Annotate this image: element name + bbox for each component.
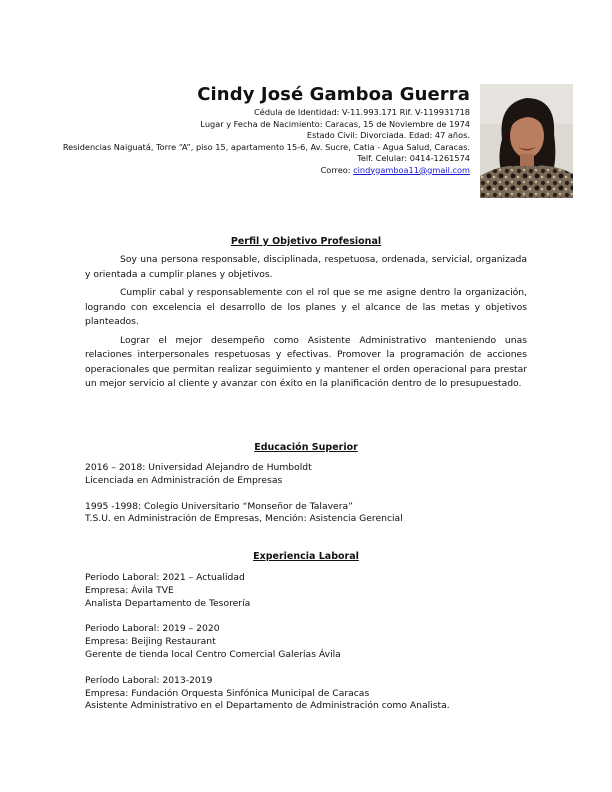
education-degree: T.S.U. en Administración de Empresas, Mención: Asistencia Gerencial xyxy=(85,513,403,525)
education-institution: 2016 – 2018: Universidad Alejandro de Humboldt xyxy=(85,462,312,473)
education-section-title: Educación Superior xyxy=(254,442,358,453)
phone-line: Telf. Celular: 0414-1261574 xyxy=(357,153,470,163)
experience-company: Empresa: Beijing Restaurant xyxy=(85,636,216,648)
profile-text xyxy=(85,253,527,396)
experience-list xyxy=(85,572,545,726)
experience-role: Asistente Administrativo en el Departamento de Administración como Analista. xyxy=(85,700,450,712)
experience-period: Periodo Laboral: 2019 – 2020 xyxy=(85,623,220,635)
education-list xyxy=(85,462,545,539)
id-line: Cédula de Identidad: V-11.993.171 Rif. V-119931718 xyxy=(254,107,470,117)
experience-role: Gerente de tienda local Centro Comercial Galerías Ávila xyxy=(85,648,341,660)
education-entry xyxy=(85,501,545,527)
education-entry xyxy=(85,462,545,488)
birth-line: Lugar y Fecha de Nacimiento: Caracas, 15 de Noviembre de 1974 xyxy=(200,118,470,129)
email-line xyxy=(40,165,470,177)
experience-company: Empresa: Ávila TVE xyxy=(85,584,174,596)
experience-period: Periodo Laboral: 2021 – Actualidad xyxy=(85,572,245,583)
profile-paragraph: Soy una persona responsable, disciplinada, respetuosa, ordenada, servicial, organizada y orientada a cumplir planes y objetivos. xyxy=(85,254,527,280)
civil-status-line: Estado Civil: Divorciada. Edad: 47 años. xyxy=(306,130,470,140)
education-degree: Licenciada en Administración de Empresas xyxy=(85,474,283,486)
profile-paragraph: Cumplir cabal y responsablemente con el rol que se me asigne dentro la organización, logrando con excelencia el desarrollo de los planes y el alcance de las metas y objetivos planteados. xyxy=(85,287,527,327)
address-line: Residencias Naiguatá, Torre “A”, piso 15, apartamento 15-6, Av. Sucre, Catia - Agua Salud, Caracas. xyxy=(62,141,470,152)
profile-photo xyxy=(480,84,573,198)
experience-role: Analista Departamento de Tesorería xyxy=(85,597,251,609)
email-link[interactable]: cindygamboa11@gmail.com xyxy=(353,164,470,175)
profile-paragraph: Lograr el mejor desempeño como Asistente Administrativo manteniendo unas relaciones interpersonales respetuosas y efectivas. Promover la programación de acciones operacionales que permitan realizar seguimiento y mantener el orden operacional para prestar un mejor servicio al cliente y avanzar con éxito en la planificación dentro de lo presupuestado. xyxy=(85,334,527,389)
experience-entry xyxy=(85,623,545,661)
experience-entry xyxy=(85,572,545,610)
education-institution: 1995 -1998: Colegio Universitario “Monseñor de Talavera” xyxy=(85,500,353,512)
experience-entry xyxy=(85,675,545,713)
experience-company: Empresa: Fundación Orquesta Sinfónica Municipal de Caracas xyxy=(85,687,370,699)
header-contact-block xyxy=(40,84,470,176)
experience-period: Período Laboral: 2013-2019 xyxy=(85,674,213,686)
profile-section-title: Perfil y Objetivo Profesional xyxy=(230,236,382,247)
profile-photo-svg xyxy=(480,84,573,198)
email-label: Correo: xyxy=(320,164,354,175)
candidate-name: Cindy José Gamboa Guerra xyxy=(197,84,470,105)
experience-section-title: Experiencia Laboral xyxy=(253,551,359,562)
